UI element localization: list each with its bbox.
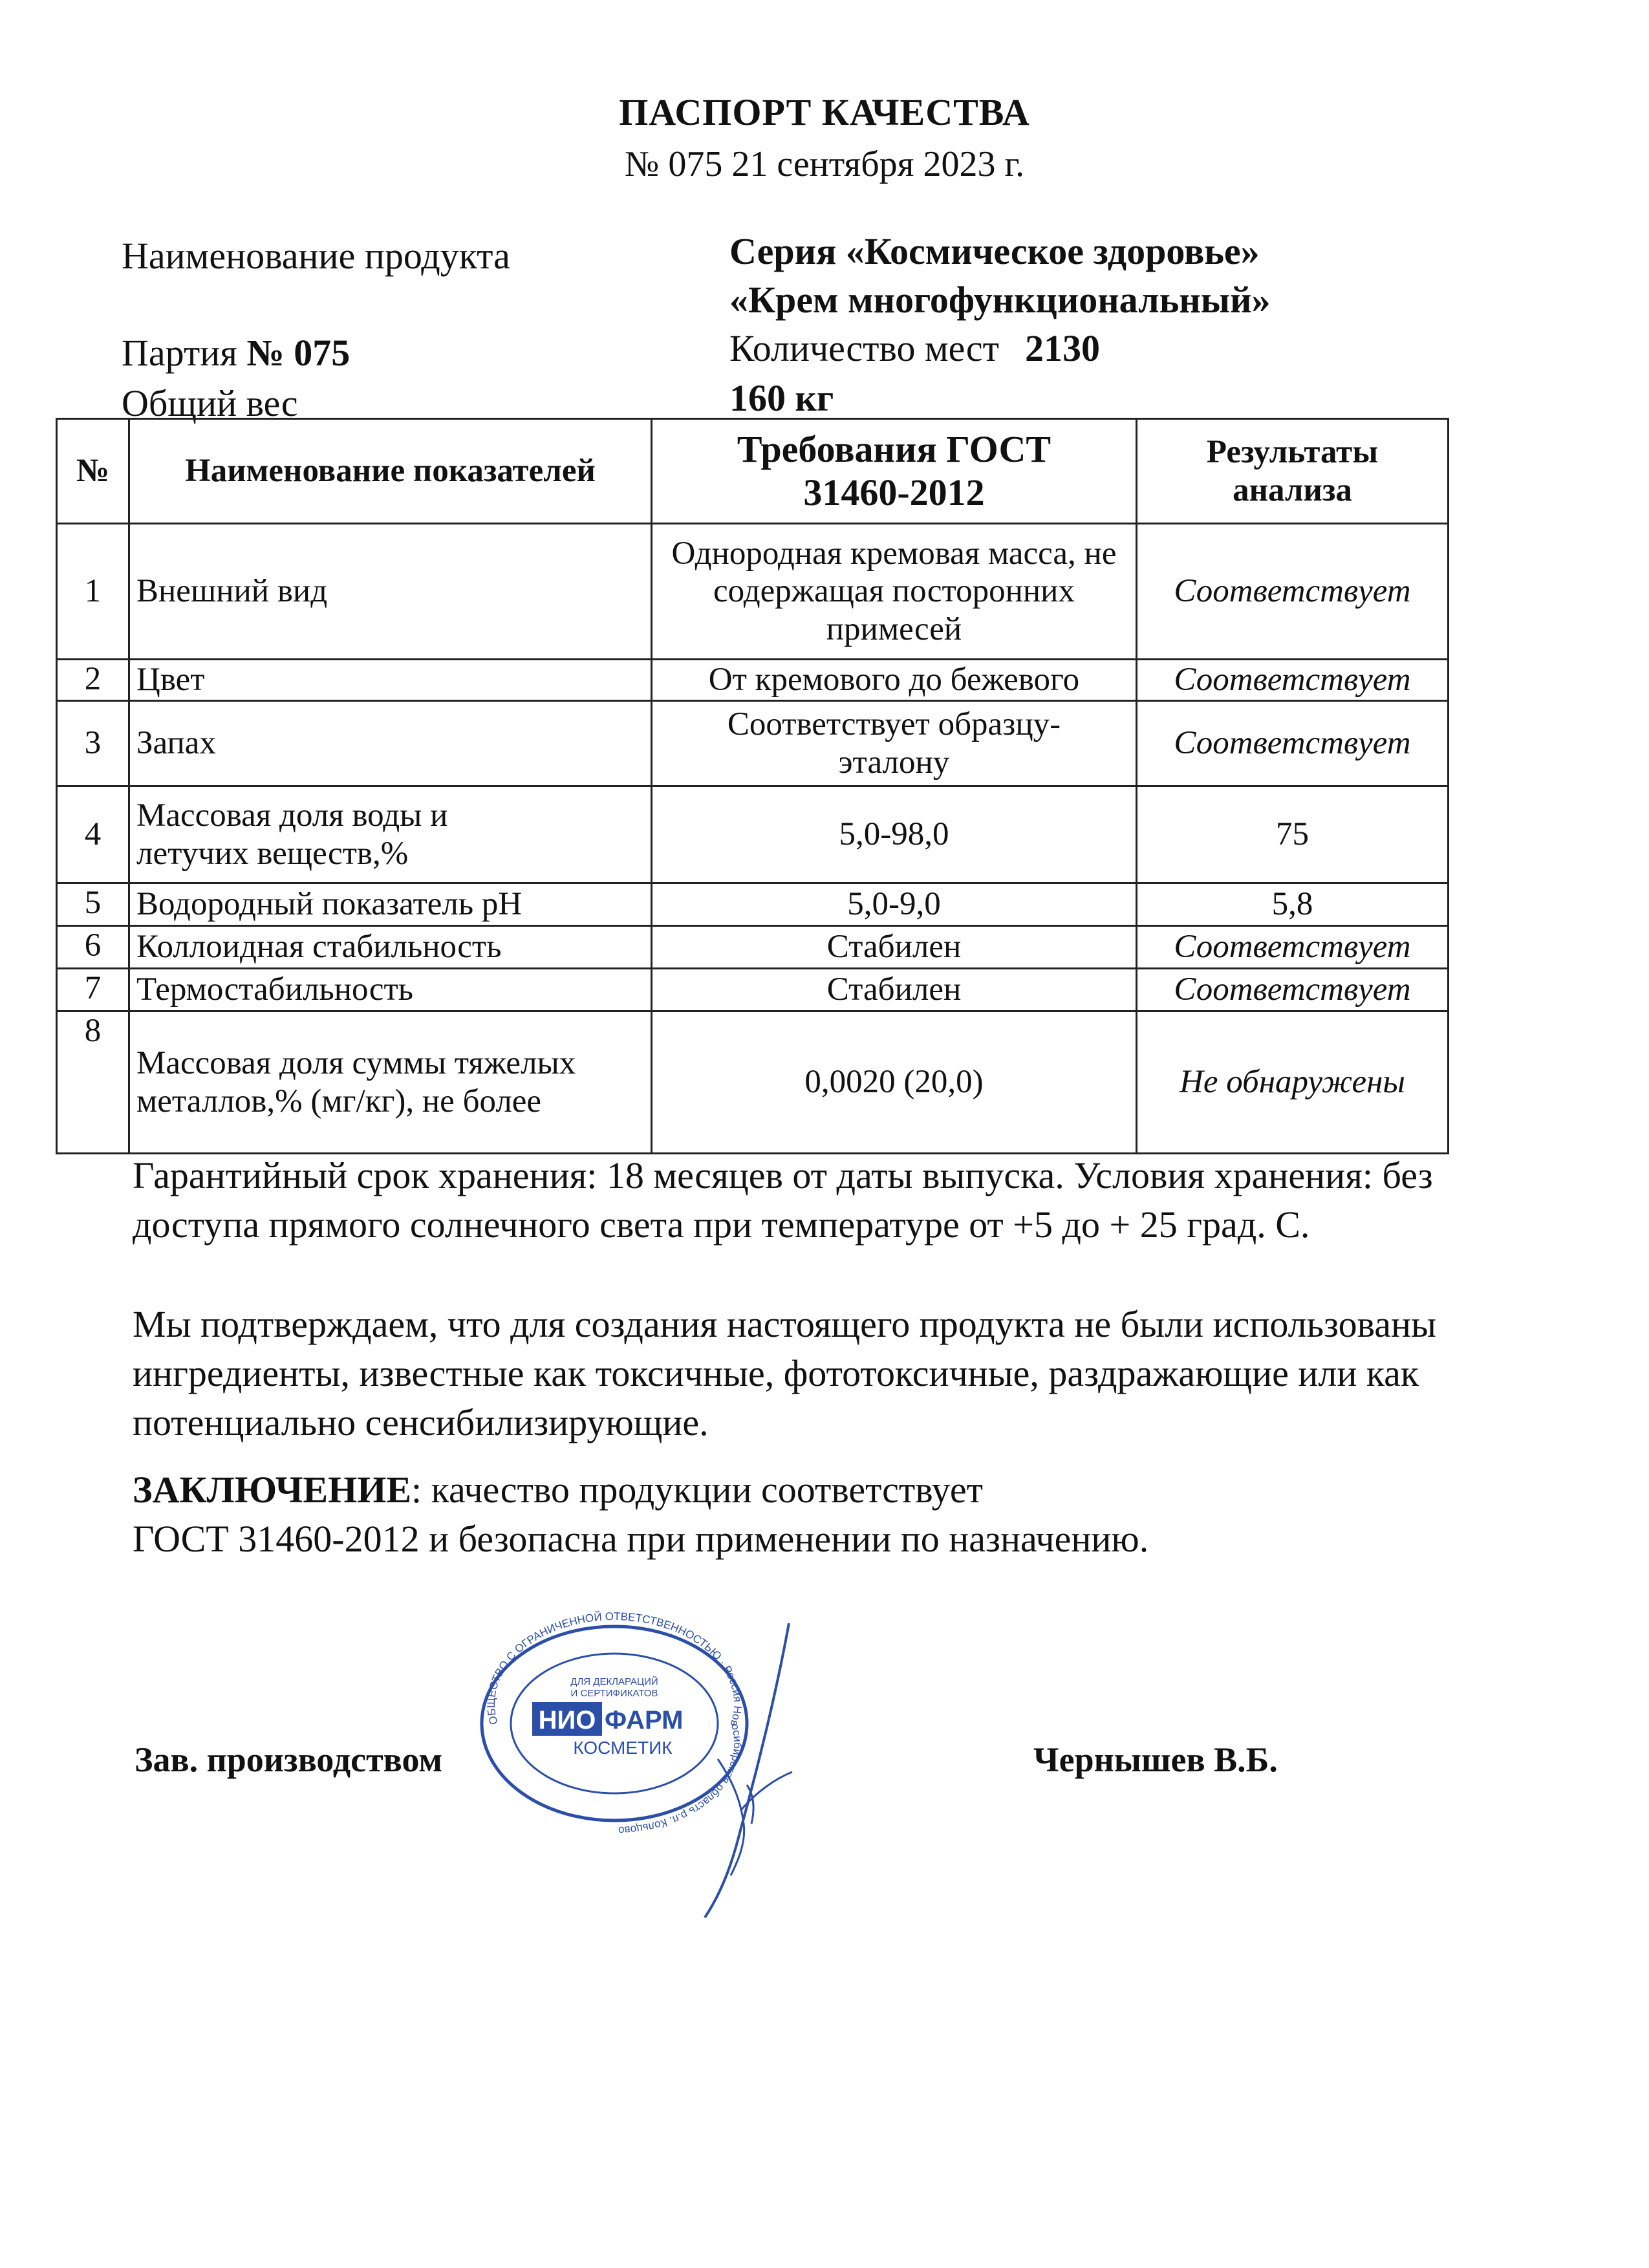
signer-position: Зав. производством xyxy=(135,1740,443,1779)
table-row: 5 Водородный показатель pH 5,0-9,0 5,8 xyxy=(57,883,1449,926)
header-requirements: Требования ГОСТ 31460-2012 xyxy=(652,419,1137,524)
table-row: 8 Массовая доля суммы тяжелых металлов,% (мг/кг), не более 0,0020 (20,0) Не обнаружены xyxy=(57,1011,1449,1154)
header-name: Наименование показателей xyxy=(129,419,652,524)
signer-name: Чернышев В.Б. xyxy=(1033,1740,1278,1779)
svg-text:ОБЩЕСТВО С ОГРАНИЧЕННОЙ ОТВЕТС: ОБЩЕСТВО С ОГРАНИЧЕННОЙ ОТВЕТСТВЕННОСТЬЮ · Россия Новосибирская область р.п. Кольцово xyxy=(484,1610,744,1837)
weight-value: 160 кг xyxy=(729,377,834,419)
conclusion-text-1: : качество продукции соответствует xyxy=(411,1469,983,1511)
table-header-row xyxy=(57,419,1449,524)
svg-text:ФАРМ: ФАРМ xyxy=(605,1706,684,1734)
places-line xyxy=(729,327,1100,370)
batch-line xyxy=(122,331,350,374)
svg-text:ДЛЯ ДЕКЛАРАЦИЙ: ДЛЯ ДЕКЛАРАЦИЙ xyxy=(570,1676,658,1687)
weight-label: Общий вес xyxy=(122,382,298,424)
conclusion xyxy=(133,1465,1523,1564)
table-row: 7 Термостабильность Стабилен Соответствует xyxy=(57,969,1449,1011)
svg-text:КОСМЕТИК: КОСМЕТИК xyxy=(573,1738,673,1758)
places-value: 2130 xyxy=(1024,327,1100,369)
table-row: 2 Цвет От кремового до бежевого Соответствует xyxy=(57,660,1449,701)
batch-value: № 075 xyxy=(246,332,350,374)
ingredients-note: Мы подтверждаем, что для создания настоящего продукта не были использованы ингредиенты, известные как токсичные, фототоксичные, раздражающие или как потенциально сенсибилизирующие. xyxy=(133,1303,1436,1443)
conclusion-label: ЗАКЛЮЧЕНИЕ xyxy=(133,1469,412,1511)
header-num: № xyxy=(57,419,129,524)
table-row: 6 Коллоидная стабильность Стабилен Соответствует xyxy=(57,926,1449,969)
svg-text:И СЕРТИФИКАТОВ: И СЕРТИФИКАТОВ xyxy=(570,1688,658,1699)
table-row: 4 Массовая доля воды и летучих веществ,% 5,0-98,0 75 xyxy=(57,786,1449,883)
storage-note: Гарантийный срок хранения: 18 месяцев от даты выпуска. Условия хранения: без доступа прямого солнечного света при температуре от +5 до + 25 град. С. xyxy=(133,1154,1433,1246)
places-label: Количество мест xyxy=(729,327,999,369)
quality-table xyxy=(56,418,1449,1154)
conclusion-text-2: ГОСТ 31460-2012 и безопасна при применении по назначению. xyxy=(133,1518,1149,1560)
product-name-label: Наименование продукта xyxy=(122,235,510,277)
product-series: Серия «Космическое здоровье» xyxy=(729,230,1260,272)
table-row: 3 Запах Соответствует образцу-эталону Соответствует xyxy=(57,701,1449,786)
document-number-date: № 075 21 сентября 2023 г. xyxy=(624,144,1025,184)
document-title: ПАСПОРТ КАЧЕСТВА xyxy=(619,91,1030,133)
batch-label: Партия xyxy=(122,332,247,374)
handwritten-signature xyxy=(679,1617,841,1921)
svg-text:НИО: НИО xyxy=(538,1706,596,1734)
header-results: Результаты анализа xyxy=(1137,419,1449,524)
table-row: 1 Внешний вид Однородная кремовая масса, не содержащая посторонних примесей Соответствует xyxy=(57,524,1449,660)
product-name: «Крем многофункциональный» xyxy=(729,279,1271,321)
